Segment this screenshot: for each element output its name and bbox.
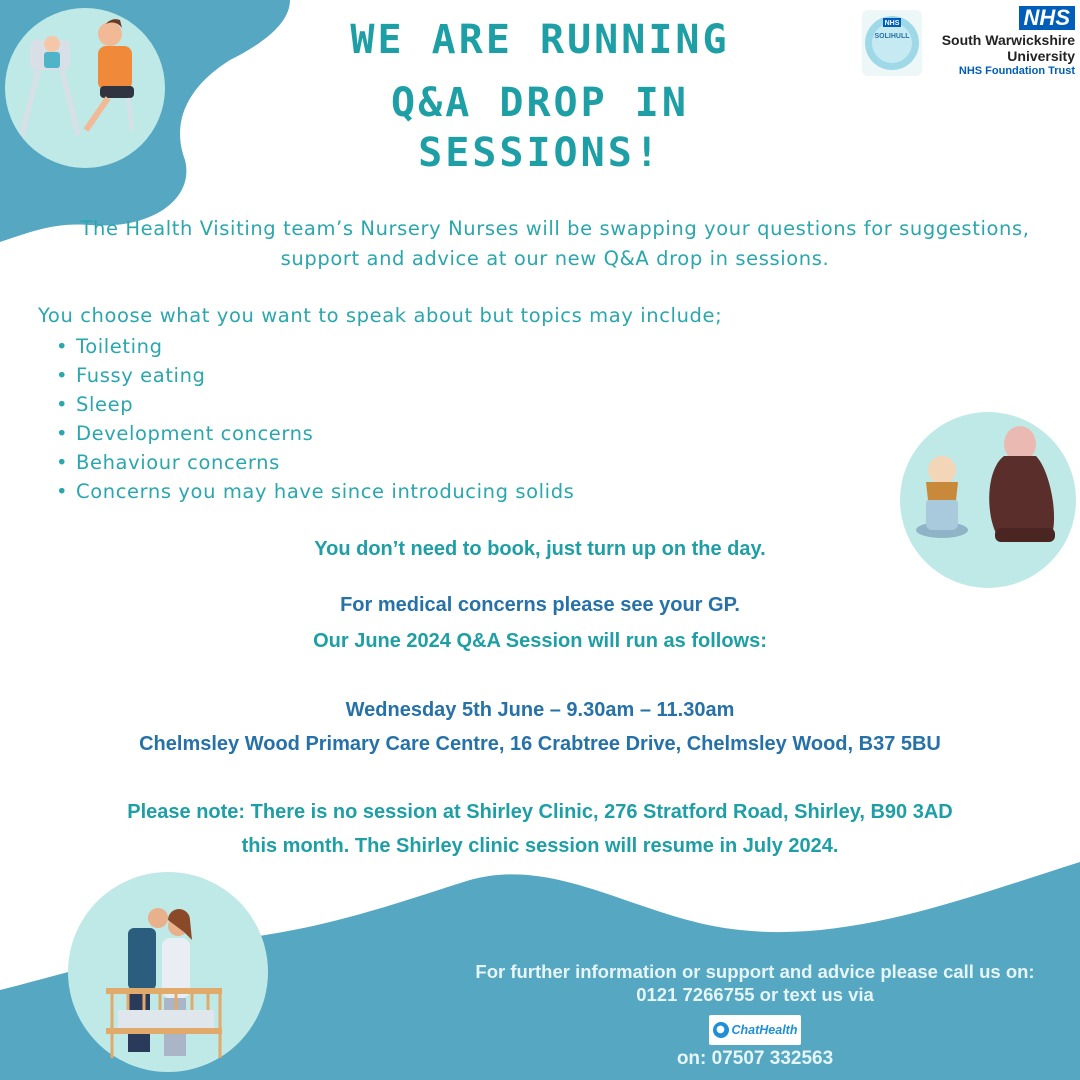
- topics-lead: You choose what you want to speak about but topics may include;: [38, 304, 723, 327]
- footer-line-2: 0121 7266755 or text us via: [636, 984, 874, 1005]
- intro-line-2: support and advice at our new Q&A drop in sessions.: [280, 247, 830, 270]
- topic-item: • Development concerns: [48, 419, 574, 448]
- trust-name-line3: NHS Foundation Trust: [958, 65, 1075, 77]
- chathealth-logo-text: ChatHealth: [731, 1023, 798, 1037]
- intro-line-1: The Health Visiting team’s Nursery Nurses will be swapping your questions for suggestions,: [80, 217, 1030, 240]
- title-line-1: WE ARE RUNNING: [350, 17, 730, 63]
- notice-line-2: this month. The Shirley clinic session will resume in July 2024.: [241, 835, 839, 857]
- gp-note: For medical concerns please see your GP.: [340, 594, 740, 616]
- topic-item: • Sleep: [48, 390, 574, 419]
- title-line-2: Q&A DROP IN: [391, 80, 689, 126]
- trust-name-line2: University: [1007, 48, 1075, 64]
- chat-bubble-icon: ●: [713, 1022, 729, 1038]
- trust-name-line1: South Warwickshire: [941, 32, 1075, 48]
- solihull-badge-text: NHS: [884, 20, 900, 27]
- topics-list: [48, 332, 574, 506]
- topic-item: • Behaviour concerns: [48, 448, 574, 477]
- no-booking-note: You don’t need to book, just turn up on the day.: [314, 538, 766, 560]
- footer-line-3: on: 07507 332563: [676, 1048, 834, 1069]
- chathealth-logo: [709, 1015, 801, 1045]
- session-venue: Chelmsley Wood Primary Care Centre, 16 Crabtree Drive, Chelmsley Wood, B37 5BU: [139, 733, 941, 755]
- session-intro: Our June 2024 Q&A Session will run as follows:: [313, 630, 767, 652]
- notice-line-1: Please note: There is no session at Shirley Clinic, 276 Stratford Road, Shirley, B90 3AD: [127, 801, 953, 823]
- solihull-name-text: SOLIHULL: [874, 33, 910, 40]
- topic-item: • Concerns you may have since introducing solids: [48, 477, 574, 506]
- footer-line-1: For further information or support and advice please call us on:: [475, 961, 1035, 982]
- topic-item: • Toileting: [48, 332, 574, 361]
- session-datetime: Wednesday 5th June – 9.30am – 11.30am: [345, 699, 735, 721]
- nhs-badge: NHS: [1019, 6, 1075, 30]
- topic-item: • Fussy eating: [48, 361, 574, 390]
- title-line-3: SESSIONS!: [418, 130, 662, 176]
